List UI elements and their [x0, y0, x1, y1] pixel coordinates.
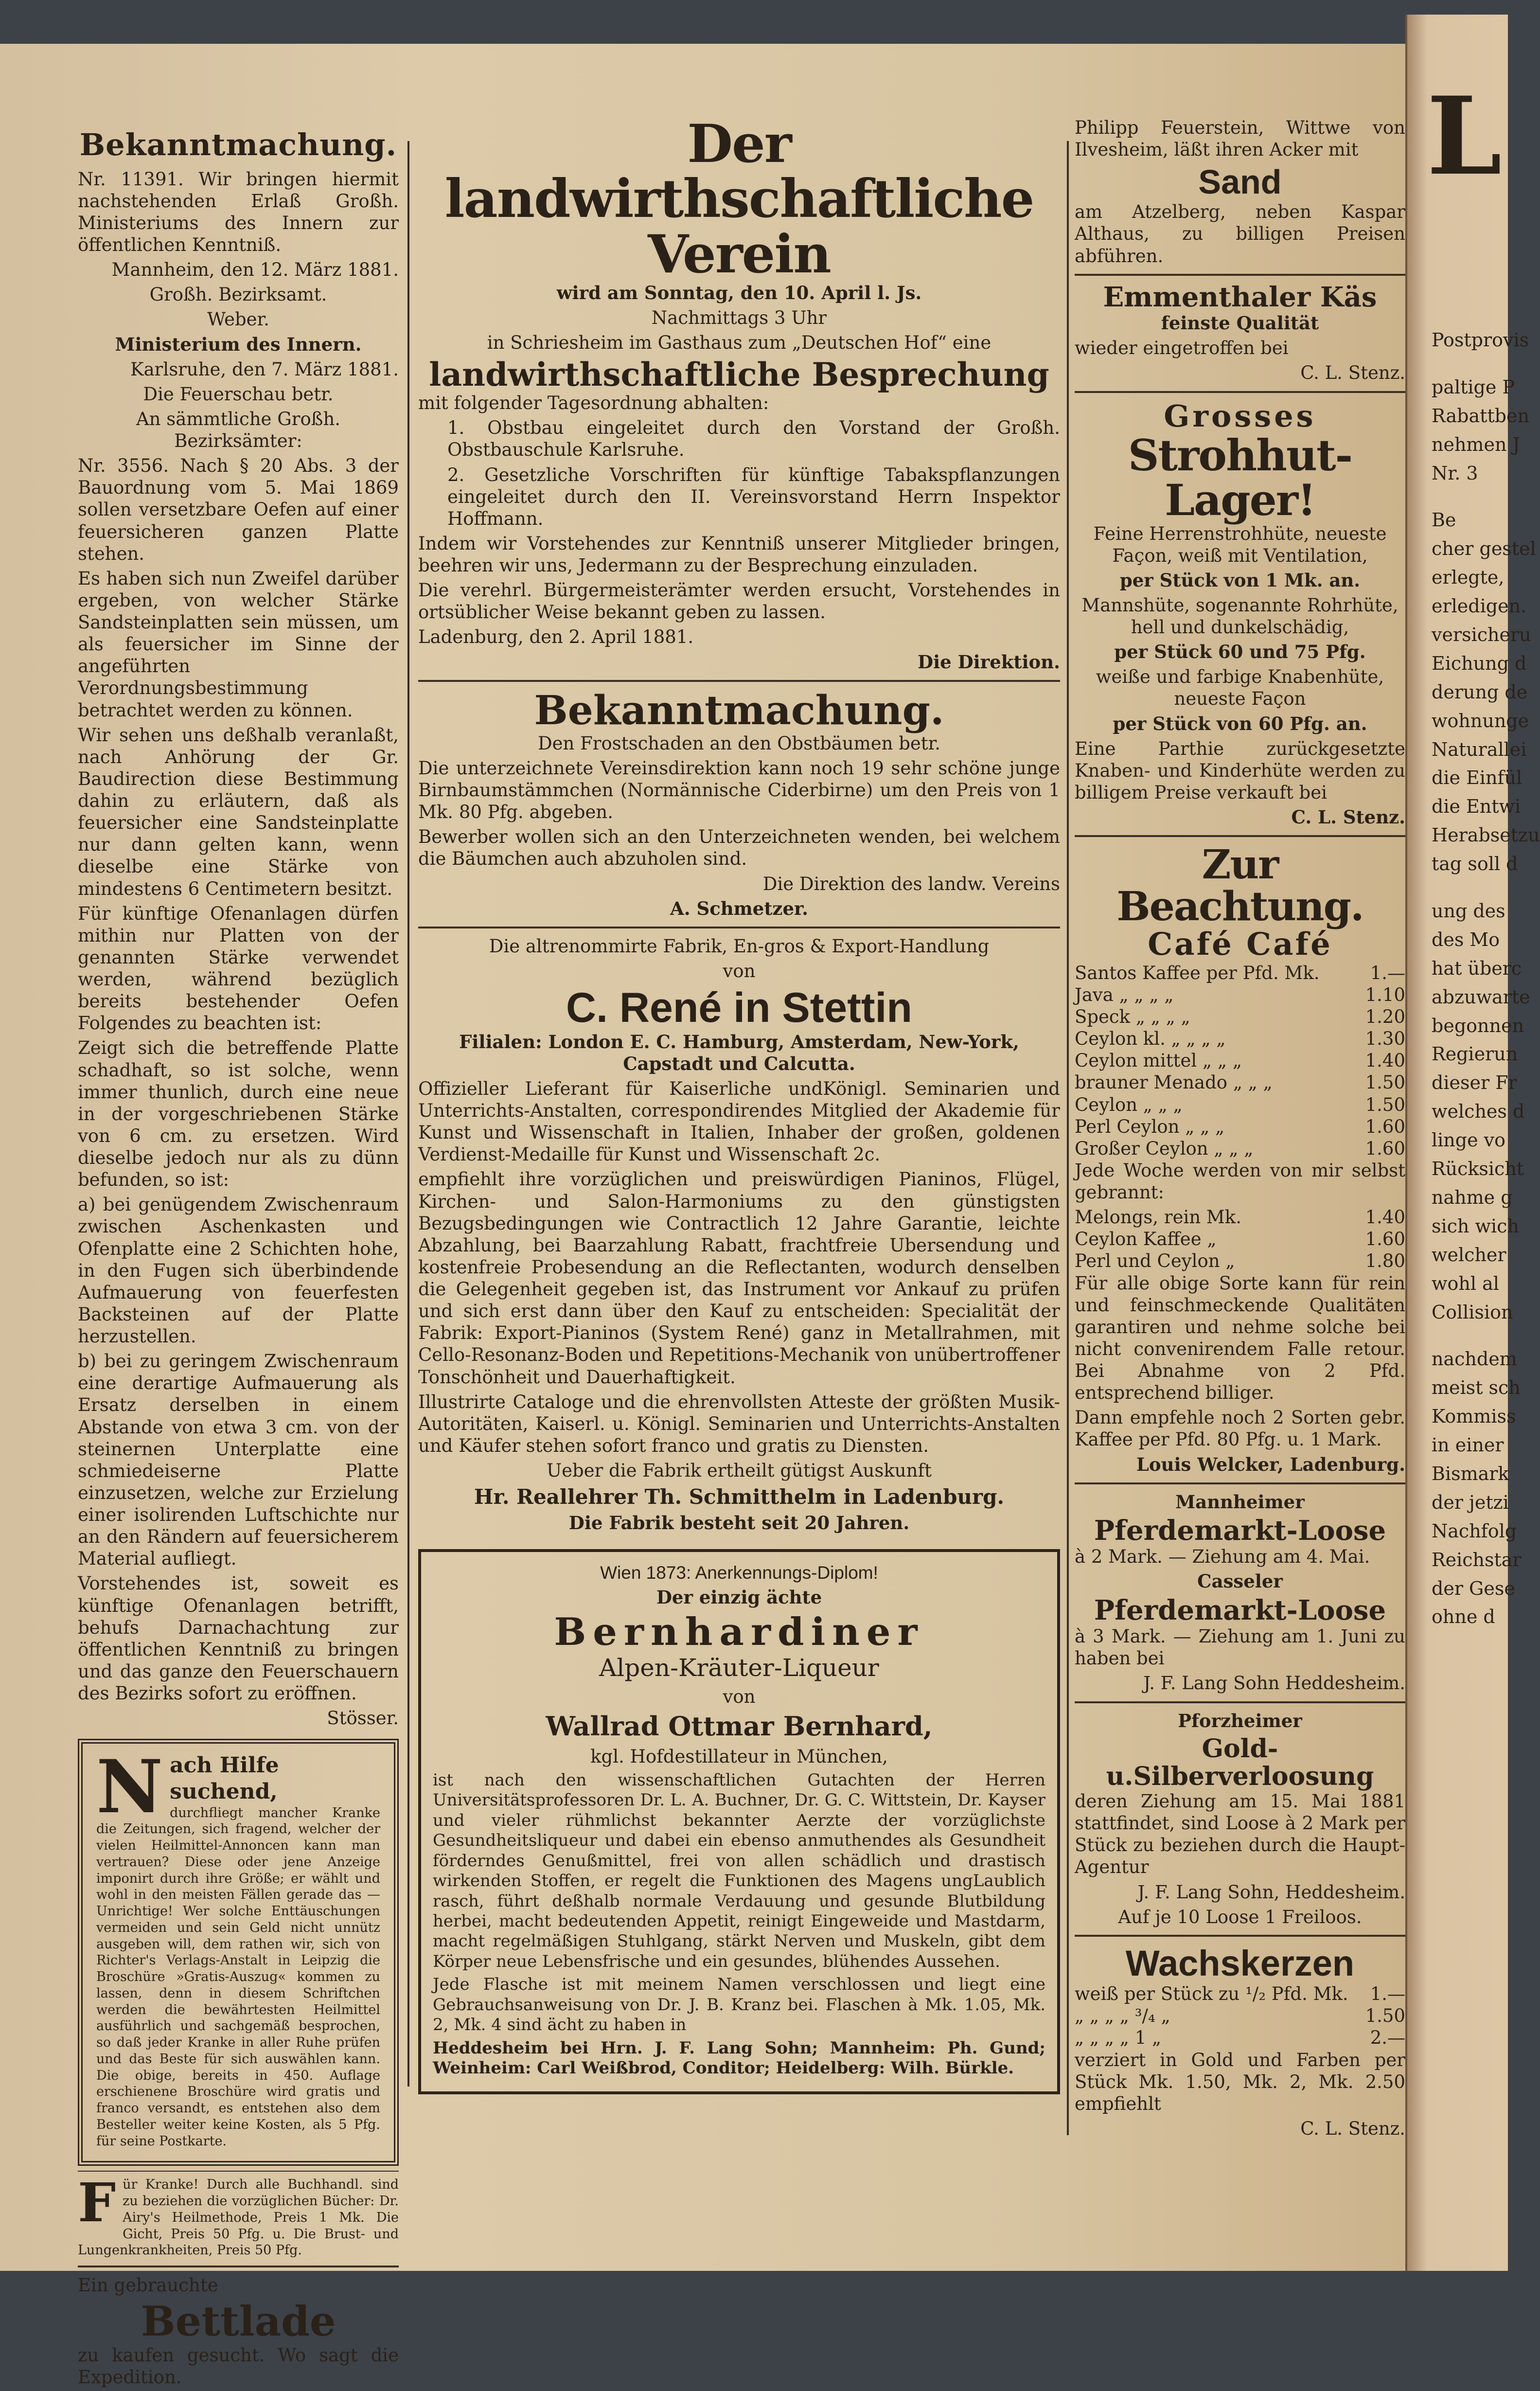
verein-date: wird am Sonntag, den 10. April l. Js. [556, 282, 922, 304]
bek-title: Bekanntmachung. [534, 687, 944, 734]
lose-title: Pferdemarkt-Loose [1094, 1514, 1386, 1547]
next-page-line: nachdem [1432, 1348, 1517, 1370]
ad-bettlade-title: Bettlade [141, 2297, 336, 2346]
body-paragraph: Es haben sich nun Zweifel darüber ergeben, von welcher Stärke Sandsteinplatten sein müssen, um als feuersicher im Sinne der angeführten Verordnungsbestimmung betrachtet werden zu können. [78, 568, 399, 721]
hut-price: per Stück von 60 Pfg. an. [1113, 713, 1367, 734]
next-page-line [1432, 1326, 1509, 1345]
rene-since: Die Fabrik besteht seit 20 Jahren. [568, 1512, 910, 1534]
price-row [1075, 2005, 1405, 2027]
next-page-line: hat überc [1432, 957, 1522, 979]
next-page-edge [1405, 15, 1540, 2271]
next-page-line: welcher [1432, 1244, 1506, 1266]
price-row [1075, 1006, 1405, 1028]
gold-title: Gold-u.Silberverloosung [1106, 1733, 1374, 1791]
next-page-line: die Entwi [1432, 796, 1521, 818]
hut-text: Mannshüte, sogenannte Rohrhüte, hell und dunkelschädig, [1081, 594, 1398, 638]
wachs-price-list [1075, 1983, 1405, 2049]
ministry-signer: Stösser. [327, 1708, 399, 1729]
newspaper-page [0, 44, 1405, 2388]
cafe-text: Für alle obige Sorte kann für rein und feinschmeckende Qualitäten garantiren und nehme solche bei nicht convenirendem Falle retour. Bei Abnahme von 2 Pfd. entsprechend billiger. [1075, 1272, 1405, 1404]
next-page-line: nehmen J [1432, 433, 1520, 455]
next-page-line: des Mo [1432, 928, 1500, 950]
hut-top: Grosses [1164, 398, 1316, 434]
price-row [1075, 1116, 1405, 1138]
verein-agenda-intro: mit folgender Tagesordnung abhalten: [418, 393, 769, 414]
kaes-sub: feinste Qualität [1161, 312, 1319, 334]
body-paragraph: Zeigt sich die betreffende Platte schadhaft, so ist solche, wenn immer thunlich, durch eine neue in der vorgeschriebenen Stärke von 6 cm. zu ersetzen. Wird dieselbe jedoch nur als zu dünn befunden, so ist: [78, 1037, 399, 1191]
price-item: Santos Kaffee per Pfd. Mk. [1075, 962, 1320, 983]
column-right [1075, 117, 1405, 2142]
cafe-sub: Café Café [1148, 926, 1332, 963]
sand-intro: Philipp Feuerstein, Wittwe von Ilvesheim, läßt ihren Acker mit [1075, 117, 1405, 161]
price-row [1075, 1250, 1405, 1272]
rene-reference: Hr. Reallehrer Th. Schmitthelm in Ladenburg. [474, 1485, 1005, 1509]
gold-signature: J. F. Lang Sohn, Heddesheim. [1137, 1881, 1405, 1903]
price-value: 1.— [1370, 1983, 1405, 2005]
price-item: Speck „ „ „ „ [1075, 1006, 1190, 1028]
verein-signature: Die Direktion. [918, 651, 1060, 673]
price-row [1075, 1028, 1405, 1050]
wachs-text: verziert in Gold und Farben per Stück Mk. 1.50, Mk. 2, Mk. 2.50 empfiehlt [1075, 2049, 1405, 2114]
next-page-initial: L [1427, 73, 1502, 199]
next-page-line: Eichung d [1432, 652, 1527, 674]
next-page-line: erledigen. [1432, 595, 1527, 617]
rene-text: empfiehlt ihre vorzüglichen und preiswürdigen Pianinos, Flügel, Kirchen- und Salon-Harmoniums zu den günstigsten Bezugsbedingungen wie Contractlich 12 Jahre Garantie, leichte Abzahlung, bei Baarzahlung Rabatt, frachtfreie Ubersendung und kostenfreie Probesendung an die Reflectanten, wodurch denselben die Gelegenheit gegeben ist, das Instrument vor Ankauf zu prüfen und sich erst dann über den Kauf zu entscheiden: Specialität der Fabrik: Export-Pianinos (System René) ganz in Metallrahmen, mit Cello-Resonanz-Boden und Repetitions-Mechanik von unübertroffener Tonschönheit und Dauerhaftigkeit. [418, 1169, 1060, 1388]
hut-signature: C. L. Stenz. [1291, 806, 1405, 828]
wachs-signature: C. L. Stenz. [1300, 2118, 1405, 2139]
price-value: 1.50 [1365, 1072, 1405, 1093]
next-page-line: der Gese [1432, 1577, 1515, 1599]
next-page-line: wohnunge [1432, 710, 1529, 732]
price-row [1075, 1983, 1405, 2005]
price-value: 1.10 [1365, 984, 1405, 1005]
next-page-line: Naturallei [1432, 738, 1527, 760]
next-page-line: Collision [1432, 1301, 1513, 1323]
lose-signature: J. F. Lang Sohn Heddesheim. [1143, 1673, 1405, 1694]
hut-title: Strohhut-Lager! [1128, 429, 1352, 526]
next-page-line: Nachfolg [1432, 1520, 1517, 1542]
wachs-title: Wachskerzen [1125, 1943, 1355, 1983]
rene-text: Ueber die Fabrik ertheilt gütigst Auskunft [546, 1460, 932, 1481]
next-page-line: sich wich [1432, 1215, 1519, 1237]
ad-hilfe-box [78, 1739, 399, 2166]
next-page-line: dieser Fr [1432, 1072, 1517, 1094]
next-page-line: Bismark [1432, 1463, 1509, 1484]
ad-kranke-initial: F [78, 2171, 116, 2234]
sand-title: Sand [1198, 163, 1282, 201]
price-row [1075, 984, 1405, 1006]
body-paragraph: Wir sehen uns deßhalb veranlaßt, nach Anhörung der Gr. Baudirection diese Bestimmung dahin zu erläutern, daß als feuersicher eine Sandsteinplatte nur dann gelten kann, wenn dieselbe eine Stärke von mindestens 6 Centimetern besitzt. [78, 724, 399, 899]
price-item: „ „ „ „ 1 „ [1075, 2027, 1162, 2049]
price-value: 1.50 [1365, 2005, 1405, 2027]
cafe-text: Dann empfehle noch 2 Sorten gebr. Kaffee per Pfd. 80 Pfg. u. 1 Mark. [1075, 1407, 1405, 1450]
verein-invite: Indem wir Vorstehendes zur Kenntniß unserer Mitglieder bringen, beehren wir uns, Jedermann zu der Besprechung einzuladen. [418, 533, 1060, 576]
next-page-line: paltige P [1432, 376, 1515, 398]
next-page-line [1432, 878, 1509, 897]
ad-bettlade-top: Ein gebrauchte [78, 2275, 218, 2296]
body-paragraph: Nr. 3556. Nach § 20 Abs. 3 der Bauordnung vom 5. Mai 1869 sollen versetzbare Oefen auf einer feuersicheren ganzen Platte stehen. [78, 455, 399, 564]
verein-event: landwirthschaftliche Besprechung [429, 355, 1049, 393]
body-paragraph: b) bei zu geringem Zwischenraum eine derartige Aufmauerung als Ersatz derselben in einem Abstande von etwa 3 cm. von der steinernen Unterplatte eine schmiedeiserne Platte einzusetzen, welche zur Erzielung einer isolirenden Luftschichte nur an den Rändern auf feuersicherem Material aufliegt. [78, 1351, 399, 1570]
body-paragraph: Für künftige Ofenanlagen dürfen mithin nur Platten von der genannten Stärke verwendet werden, während bezüglich bereits bestehender Oefen Folgendes zu beachten ist: [78, 903, 399, 1034]
price-row [1075, 962, 1405, 984]
price-row [1075, 2027, 1405, 2049]
price-value: 1.50 [1365, 1094, 1405, 1115]
next-page-line: Reichstar [1432, 1549, 1522, 1570]
column-divider [1067, 141, 1069, 2135]
price-value: 1.80 [1365, 1250, 1405, 1272]
next-page-line: Be [1432, 509, 1456, 531]
bek-signature: Die Direktion des landw. Vereins [762, 873, 1060, 894]
next-page-line: meist sch [1432, 1377, 1521, 1399]
next-page-line: der jetzi [1432, 1491, 1509, 1513]
price-item: Ceylon mittel „ „ „ [1075, 1050, 1242, 1071]
next-page-line: die Einfül [1432, 767, 1522, 789]
next-page-line: Postprovis [1432, 329, 1529, 351]
cafe-signature: Louis Welcker, Ladenburg. [1136, 1453, 1405, 1475]
ad-kranke-text: ür Kranke! Durch alle Buchhandl. sind zu beziehen die vorzüglichen Bücher: Dr. Airy's Heilmethode, Preis 1 Mk. Die Gicht, Preis 50 Pfg. u. Die Brust- und Lungenkrankheiten, Preis 50 Pfg. [78, 2177, 399, 2258]
next-page-line: ung des [1432, 900, 1505, 922]
bernhardiner-box [418, 1549, 1060, 2094]
next-page-text [1432, 326, 1540, 1631]
next-page-line: abzuwarte [1432, 986, 1530, 1008]
hut-text: Eine Parthie zurückgesetzte Knaben- und Kinderhüte werden zu billigem Preise verkauft bei [1075, 738, 1405, 803]
bern-text: ist nach den wissenschaftlichen Gutachten der Herren Universitätsprofessoren Dr. L. A. Buchner, Dr. G. C. Wittstein, Dr. Kayser und vieler rühmlichst bekannter Aerzte der vorzüglichste Gesundheitsliqueur und dabei ein ebenso anmuthendes als Gesundheit förderndes Genußmittel, frei von allen schädlich und drastisch wirkenden Stoffen, er regelt die Funktionen des Magens ungLaublich rasch, führt deßhalb normale Verdauung und gesunde Blutbildung herbei, macht bedeutenden Appetit, reinigt Eingeweide und Mastdarm, macht regelmäßigen Stuhlgang, stärkt Nerven und Muskeln, gibt dem Körper neue Lebensfrische und ein gesundes, blühendes Aussehen. [433, 1770, 1045, 1971]
gold-head: Pforzheimer [1178, 1710, 1302, 1731]
next-page-line: Rabattben [1432, 405, 1529, 427]
rene-von: von [723, 960, 756, 981]
price-item: Melongs, rein Mk. [1075, 1207, 1241, 1228]
next-page-line: versicheru [1432, 624, 1531, 646]
rene-filialen: Filialen: London E. C. Hamburg, Amsterdam, New-York, Capstadt und Calcutta. [459, 1031, 1019, 1074]
verein-dateline: Ladenburg, den 2. April 1881. [418, 626, 694, 648]
lose-text: à 3 Mark. — Ziehung am 1. Juni zu haben bei [1075, 1626, 1405, 1669]
gold-free: Auf je 10 Loose 1 Freiloos. [1118, 1906, 1362, 1927]
bern-von: von [723, 1686, 756, 1707]
ad-bettlade-text: zu kaufen gesucht. Wo sagt die Expedition. [78, 2344, 399, 2388]
next-page-line: Herabsetzu [1432, 824, 1540, 846]
notice-title: Bekanntmachung. [79, 127, 397, 162]
price-item: Perl und Ceylon „ [1075, 1250, 1235, 1272]
next-page-line: derung de [1432, 681, 1528, 703]
price-row [1075, 1050, 1405, 1071]
price-item: Perl Ceylon „ „ „ [1075, 1116, 1225, 1137]
next-page-line [1432, 487, 1509, 506]
hut-price: per Stück 60 und 75 Pfg. [1114, 641, 1366, 663]
rene-name: C. René in Stettin [566, 984, 912, 1032]
bern-text: Heddesheim bei Hrn. J. F. Lang Sohn; Mannheim: Ph. Gund; Weinheim: Carl Weißbrod, Conditor; Heidelberg: Wilh. Bürkle. [433, 2038, 1045, 2078]
price-value: 1.— [1370, 962, 1405, 983]
lose-text: à 2 Mark. — Ziehung am 4. Mai. [1075, 1546, 1370, 1568]
cafe-title: Zur Beachtung. [1116, 841, 1363, 930]
ministry-subject: Die Feuerschau betr. [143, 383, 334, 405]
price-row [1075, 1138, 1405, 1160]
next-page-line: tag soll d [1432, 853, 1518, 875]
rene-text: Offizieller Lieferant für Kaiserliche undKönigl. Seminarien und Unterrichts-Anstalten, correspondirendes Mitglied der Akademie für Kunst und Wissenschaft in Italien, Inhaber der großen, goldenen Verdienst-Medaille für Kunst und Wissenschaft 2c. [418, 1078, 1060, 1165]
body-paragraph: a) bei genügendem Zwischenraum zwischen Aschenkasten und Ofenplatte eine 2 Schichten hohe, in den Fugen sich überbindende Aufmauerung von feuerfesten Backsteinen auf der Platte herzustellen. [78, 1194, 399, 1347]
ad-hilfe-initial: N [96, 1744, 163, 1830]
verein-agenda-item: 2. Gesetzliche Vorschriften für künftige Tabakspflanzungen eingeleitet durch den II. Vereinsvorstand Herrn Inspektor Hoffmann. [447, 464, 1060, 529]
rene-intro: Die altrenommirte Fabrik, En-gros & Export-Handlung [489, 935, 990, 957]
price-value: 1.60 [1365, 1229, 1405, 1250]
next-page-line: Regierun [1432, 1043, 1518, 1065]
next-page-line: welches d [1432, 1101, 1525, 1123]
verein-time: Nachmittags 3 Uhr [651, 307, 827, 329]
next-page-line: in einer [1432, 1434, 1504, 1456]
lose-head: Mannheimer [1175, 1491, 1305, 1513]
next-page-line: cher gestel [1432, 538, 1536, 560]
cafe-price-list [1075, 962, 1405, 1160]
hut-text: Feine Herrenstrohhüte, neueste Façon, weiß mit Ventilation, [1093, 523, 1387, 566]
next-page-line: nahme g [1432, 1186, 1513, 1208]
price-row [1075, 1228, 1405, 1250]
column-divider [407, 141, 409, 2087]
lose-title: Pferdemarkt-Loose [1094, 1594, 1386, 1626]
next-page-line: Rücksicht [1432, 1158, 1524, 1180]
bern-maker: Wallrad Ottmar Bernhard, [546, 1710, 933, 1742]
rene-text: Illustrirte Cataloge und die ehrenvollsten Atteste der größten Musik-Autoritäten, Kaiserl. u. Königl. Seminarien und Unterrichts-Anstalten und Käufer stehen sofort franco und gratis zu Diensten. [418, 1391, 1060, 1456]
price-item: „ „ „ „ ³/₄ „ [1075, 2005, 1170, 2027]
gold-text: deren Ziehung am 15. Mai 1881 stattfindet, sind Loose à 2 Mark per Stück zu beziehen durch die Haupt-Agentur [1075, 1791, 1405, 1878]
next-page-line: begonnen [1432, 1015, 1524, 1036]
price-item: brauner Menado „ „ „ [1075, 1072, 1273, 1093]
price-row [1075, 1206, 1405, 1228]
next-page-line [1432, 355, 1509, 373]
hut-price: per Stück von 1 Mk. an. [1119, 569, 1361, 591]
bek-signature-name: A. Schmetzer. [670, 897, 808, 919]
notice-official: Weber. [207, 309, 269, 330]
next-page-line: wohl al [1432, 1272, 1499, 1294]
ministry-dateline: Karlsruhe, den 7. März 1881. [130, 358, 399, 380]
body-paragraph: Vorstehendes ist, soweit es künftige Ofenanlagen betrifft, behufs Darnachachtung zur öffentlichen Kenntniß zu bringen und das ganze den Feuerschauern des Bezirks sofort zu eröffnen. [78, 1573, 399, 1704]
cafe-roast-intro: Jede Woche werden von mir selbst gebrannt: [1075, 1160, 1405, 1203]
price-value: 1.40 [1365, 1050, 1405, 1071]
ad-hilfe-text: durchfliegt mancher Kranke die Zeitungen, sich fragend, welcher der vielen Heilmittel-Annoncen kann man vertrauen? Diese oder jene Anzeige imponirt durch ihre Größe; er wählt und wohl in den meisten Fällen gerade das — Unrichtige! Wer solche Enttäuschungen vermeiden und sein Geld nicht unnütz ausgeben will, dem rathen wir, sich von Richter's Verlags-Anstalt in Leipzig die Broschüre »Gratis-Auszug« kommen zu lassen, denn in diesem Schriftchen werden die bewährtesten Heilmittel ausführlich und sachgemäß besprochen, so daß jeder Kranke in aller Ruhe prüfen und das Beste für sich auswählen kann. Die obige, bereits in 450. Auflage erschienene Broschüre wird gratis und franco versandt, es entstehen also dem Besteller weiter keine Kosten, als 5 Pfg. für seine Postkarte. [96, 1805, 380, 2149]
bern-title: Bernhardiner [554, 1609, 924, 1654]
next-page-line: Nr. 3 [1432, 462, 1478, 484]
price-value: 1.30 [1365, 1028, 1405, 1050]
bek-subject: Den Frostschaden an den Obstbäumen betr. [537, 732, 941, 754]
next-page-line: ohne d [1432, 1606, 1495, 1628]
ad-kranke [78, 2171, 399, 2259]
verein-place: in Schriesheim im Gasthaus zum „Deutschen Hof“ eine [487, 332, 991, 354]
kaes-text: wieder eingetroffen bei [1075, 338, 1289, 359]
price-value: 2.— [1370, 2027, 1405, 2049]
price-row [1075, 1071, 1405, 1093]
bern-award: Wien 1873: Anerkennungs-Diplom! [600, 1562, 878, 1583]
price-value: 1.40 [1365, 1207, 1405, 1228]
price-item: Ceylon „ „ „ [1075, 1094, 1183, 1115]
bern-liqueur: Alpen-Kräuter-Liqueur [599, 1653, 879, 1682]
bern-maker-sub: kgl. Hofdestillateur in München, [590, 1746, 888, 1767]
price-item: weiß per Stück zu ¹/₂ Pfd. Mk. [1075, 1983, 1348, 2005]
notice-dateline: Mannheim, den 12. März 1881. [111, 259, 399, 281]
ministry-addressee: An sämmtliche Großh. Bezirksämter: [136, 408, 341, 451]
notice-authority: Großh. Bezirksamt. [149, 284, 327, 305]
kaes-signature: C. L. Stenz. [1300, 362, 1405, 384]
cafe-roast-list [1075, 1206, 1405, 1272]
price-item: Ceylon Kaffee „ [1075, 1229, 1217, 1250]
sand-text: am Atzelberg, neben Kaspar Althaus, zu billigen Preisen abführen. [1075, 201, 1405, 267]
ministry-name: Ministerium des Innern. [115, 333, 362, 355]
notice-intro: Nr. 11391. Wir bringen hiermit nachstehenden Erlaß Großh. Ministeriums des Innern zur öffentlichen Kenntniß. [78, 168, 399, 255]
bern-sub: Der einzig ächte [656, 1586, 822, 1608]
price-item: Großer Ceylon „ „ „ [1075, 1138, 1254, 1159]
price-value: 1.60 [1365, 1116, 1405, 1137]
lose-head: Casseler [1197, 1570, 1283, 1592]
next-page-line: Kommiss [1432, 1406, 1516, 1427]
bek-text: Die unterzeichnete Vereinsdirektion kann noch 19 sehr schöne junge Birnbaumstämmchen (Normännische Ciderbirne) um den Preis von 1 Mk. 80 Pfg. abgeben. [418, 757, 1060, 823]
price-row [1075, 1094, 1405, 1116]
verein-title: Der landwirthschaftliche Verein [444, 113, 1034, 285]
price-item: Ceylon kl. „ „ „ „ [1075, 1028, 1226, 1050]
verein-mayors: Die verehrl. Bürgermeisterämter werden ersucht, Vorstehendes in ortsüblicher Weise bekannt geben zu lassen. [418, 580, 1060, 623]
price-item: Java „ „ „ „ [1075, 984, 1174, 1005]
ad-hilfe-heading: ach Hilfe suchend, [170, 1753, 279, 1804]
next-page-line: linge vo [1432, 1129, 1506, 1151]
column-middle [418, 113, 1060, 2094]
bek-text2: Bewerber wollen sich an den Unterzeichneten wenden, bei welchem die Bäumchen auch abzuholen sind. [418, 826, 1060, 870]
price-value: 1.20 [1365, 1006, 1405, 1028]
price-value: 1.60 [1365, 1138, 1405, 1159]
column-left [78, 117, 399, 2391]
kaes-title: Emmenthaler Käs [1103, 281, 1377, 313]
hut-text: weiße und farbige Knabenhüte, neueste Façon [1096, 666, 1384, 710]
bern-text: Jede Flasche ist mit meinem Namen verschlossen und liegt eine Gebrauchsanweisung von Dr. J. B. Kranz bei. Flaschen à Mk. 1.05, Mk. 2, Mk. 4 sind ächt zu haben in [433, 1975, 1045, 2035]
next-page-line: erlegte, [1432, 567, 1505, 589]
verein-agenda-item: 1. Obstbau eingeleitet durch den Vorstand der Großh. Obstbauschule Karlsruhe. [447, 417, 1060, 461]
